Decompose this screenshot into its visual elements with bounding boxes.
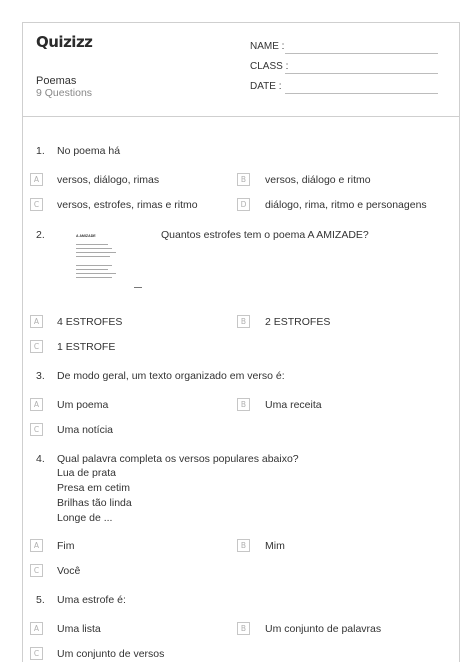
date-label: DATE : — [250, 81, 282, 92]
option-letter-box[interactable]: C — [30, 647, 43, 660]
poem-image — [74, 234, 154, 292]
option-text: 1 ESTROFE — [57, 341, 116, 353]
poem-verse-line: Lua de prata — [57, 467, 116, 479]
option-letter-box[interactable]: B — [237, 539, 250, 552]
question-text: No poema há — [57, 145, 121, 157]
question-number: 1. — [36, 145, 45, 157]
class-label: CLASS : — [250, 61, 289, 72]
question-text: Qual palavra completa os versos populares abaixo? — [57, 453, 299, 465]
question-number: 3. — [36, 370, 45, 382]
option-letter-box[interactable]: C — [30, 340, 43, 353]
question-text: Quantos estrofes tem o poema A AMIZADE? — [161, 229, 369, 241]
poem-verse-line: Longe de ... — [57, 512, 113, 524]
option-text: versos, diálogo e ritmo — [265, 174, 371, 186]
option-text: Uma receita — [265, 399, 322, 411]
header-divider — [22, 116, 460, 117]
worksheet-title: Poemas — [36, 75, 77, 87]
option-letter-box[interactable]: A — [30, 173, 43, 186]
option-letter-box[interactable]: A — [30, 315, 43, 328]
option-letter-box[interactable]: A — [30, 622, 43, 635]
option-text: Um poema — [57, 399, 109, 411]
option-letter-box[interactable]: A — [30, 398, 43, 411]
question-text: Uma estrofe é: — [57, 594, 126, 606]
option-letter-box[interactable]: C — [30, 198, 43, 211]
name-field[interactable] — [285, 53, 438, 54]
poem-verse-line: Presa em cetim — [57, 482, 130, 494]
option-text: Um conjunto de palavras — [265, 623, 382, 635]
poem-verse-line: Brilhas tão linda — [57, 497, 132, 509]
option-letter-box[interactable]: D — [237, 198, 250, 211]
question-number: 2. — [36, 229, 45, 241]
option-letter-box[interactable]: A — [30, 539, 43, 552]
quizizz-logo: Quizizz — [36, 33, 93, 51]
option-text: diálogo, rima, ritmo e personagens — [265, 199, 427, 211]
option-letter-box[interactable]: B — [237, 173, 250, 186]
option-text: Uma notícia — [57, 424, 114, 436]
question-count: 9 Questions — [36, 87, 93, 99]
poem-image-title: A AMIZADE — [76, 234, 96, 238]
option-text: Você — [57, 565, 81, 577]
option-text: 2 ESTROFES — [265, 316, 331, 328]
option-letter-box[interactable]: C — [30, 564, 43, 577]
option-text: versos, estrofes, rimas e ritmo — [57, 199, 198, 211]
option-text: versos, diálogo, rimas — [57, 174, 160, 186]
option-text: Mim — [265, 540, 285, 552]
option-letter-box[interactable]: B — [237, 315, 250, 328]
date-field[interactable] — [285, 93, 438, 94]
question-number: 4. — [36, 453, 45, 465]
option-letter-box[interactable]: B — [237, 622, 250, 635]
option-text: 4 ESTROFES — [57, 316, 123, 328]
option-text: Uma lista — [57, 623, 101, 635]
option-text: Fim — [57, 540, 75, 552]
option-letter-box[interactable]: C — [30, 423, 43, 436]
option-text: Um conjunto de versos — [57, 648, 165, 660]
question-number: 5. — [36, 594, 45, 606]
question-text: De modo geral, um texto organizado em verso é: — [57, 370, 285, 382]
name-label: NAME : — [250, 41, 285, 52]
class-field[interactable] — [285, 73, 438, 74]
option-letter-box[interactable]: B — [237, 398, 250, 411]
